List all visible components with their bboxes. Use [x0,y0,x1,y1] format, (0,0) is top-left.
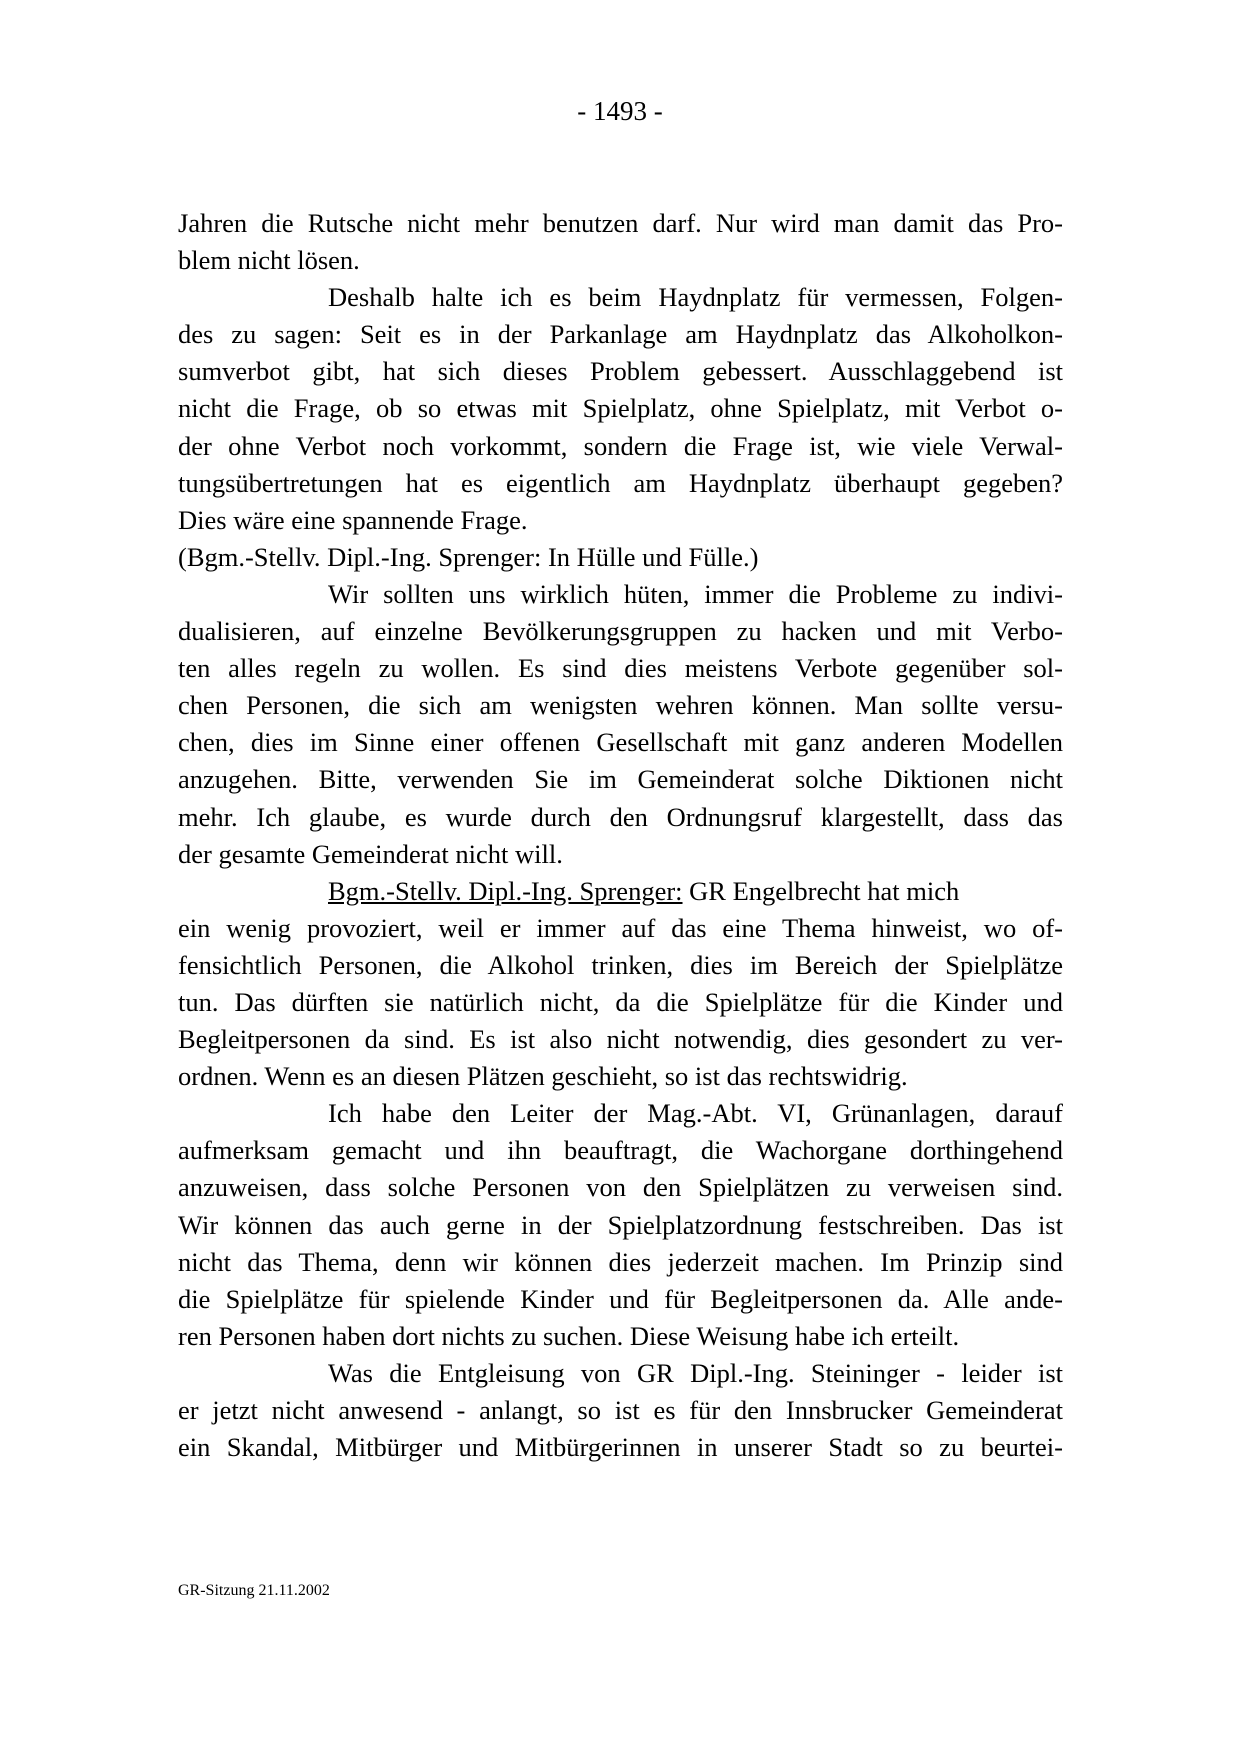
text-line: ten alles regeln zu wollen. Es sind dies meistens Verbote gegenüber sol- [178,653,1063,684]
text-line: blem nicht lösen. [178,245,360,276]
page-number: - 1493 - [577,96,663,126]
speaker-line-text: GR Engelbrecht hat mich [689,875,960,906]
text-line: ein wenig provoziert, weil er immer auf das eine Thema hinweist, wo of- [178,912,1063,943]
text-line: Ich habe den Leiter der Mag.-Abt. VI, Grünanlagen, darauf [328,1098,1063,1129]
footer-session-date: GR-Sitzung 21.11.2002 [178,1582,330,1599]
text-line: der gesamte Gemeinderat nicht will. [178,838,563,869]
text-line: Was die Entgleisung von GR Dipl.-Ing. Steininger - leider ist [328,1357,1063,1388]
text-line: nicht das Thema, denn wir können dies jederzeit machen. Im Prinzip sind [178,1246,1063,1277]
text-line: dualisieren, auf einzelne Bevölkerungsgruppen zu hacken und mit Verbo- [178,616,1063,647]
text-line: des zu sagen: Seit es in der Parkanlage am Haydnplatz das Alkoholkon- [178,319,1063,350]
text-line: tungsübertretungen hat es eigentlich am Haydnplatz überhaupt gegeben? [178,467,1063,498]
text-line: Wir können das auch gerne in der Spielplatzordnung festschreiben. Das ist [178,1209,1063,1240]
text-line: ren Personen haben dort nichts zu suchen. Diese Weisung habe ich erteilt. [178,1320,960,1351]
text-line: ein Skandal, Mitbürger und Mitbürgerinnen in unserer Stadt so zu beurtei- [178,1432,1063,1463]
text-line: anzugehen. Bitte, verwenden Sie im Gemeinderat solche Diktionen nicht [178,764,1063,795]
text-line: Dies wäre eine spannende Frage. [178,504,528,535]
text-line: nicht die Frage, ob so etwas mit Spielplatz, ohne Spielplatz, mit Verbot o- [178,393,1063,424]
text-line: sumverbot gibt, hat sich dieses Problem gebessert. Ausschlaggebend ist [178,356,1063,387]
text-line: aufmerksam gemacht und ihn beauftragt, die Wachorgane dorthingehend [178,1135,1063,1166]
text-line: mehr. Ich glaube, es wurde durch den Ordnungsruf klargestellt, dass das [178,801,1063,832]
body-text [178,205,1063,1466]
text-line: Wir sollten uns wirklich hüten, immer die Probleme zu indivi- [328,578,1063,609]
text-line: chen Personen, die sich am wenigsten wehren können. Man sollte versu- [178,690,1063,721]
interjection-line: (Bgm.-Stellv. Dipl.-Ing. Sprenger: In Hülle und Fülle.) [178,541,759,572]
text-line: die Spielplätze für spielende Kinder und für Begleitpersonen da. Alle ande- [178,1283,1063,1314]
text-line: der ohne Verbot noch vorkommt, sondern die Frage ist, wie viele Verwal- [178,430,1063,461]
text-line: Begleitpersonen da sind. Es ist also nicht notwendig, dies gesondert zu ver- [178,1024,1063,1055]
text-line: tun. Das dürften sie natürlich nicht, da die Spielplätze für die Kinder und [178,986,1063,1017]
text-line: er jetzt nicht anwesend - anlangt, so ist es für den Innsbrucker Gemeinderat [178,1395,1063,1425]
text-line: ordnen. Wenn es an diesen Plätzen geschieht, so ist das rechtswidrig. [178,1061,908,1092]
text-line: fensichtlich Personen, die Alkohol trinken, dies im Bereich der Spielplätze [178,949,1063,980]
speaker-name: Bgm.-Stellv. Dipl.-Ing. Sprenger: [328,875,683,906]
text-line: chen, dies im Sinne einer offenen Gesellschaft mit ganz anderen Modellen [178,727,1063,758]
text-line: Deshalb halte ich es beim Haydnplatz für vermessen, Folgen- [328,282,1063,313]
text-line: anzuweisen, dass solche Personen von den Spielplätzen zu verweisen sind. [178,1172,1063,1203]
text-line: Jahren die Rutsche nicht mehr benutzen darf. Nur wird man damit das Pro- [178,208,1063,238]
speaker-line [178,873,1063,910]
